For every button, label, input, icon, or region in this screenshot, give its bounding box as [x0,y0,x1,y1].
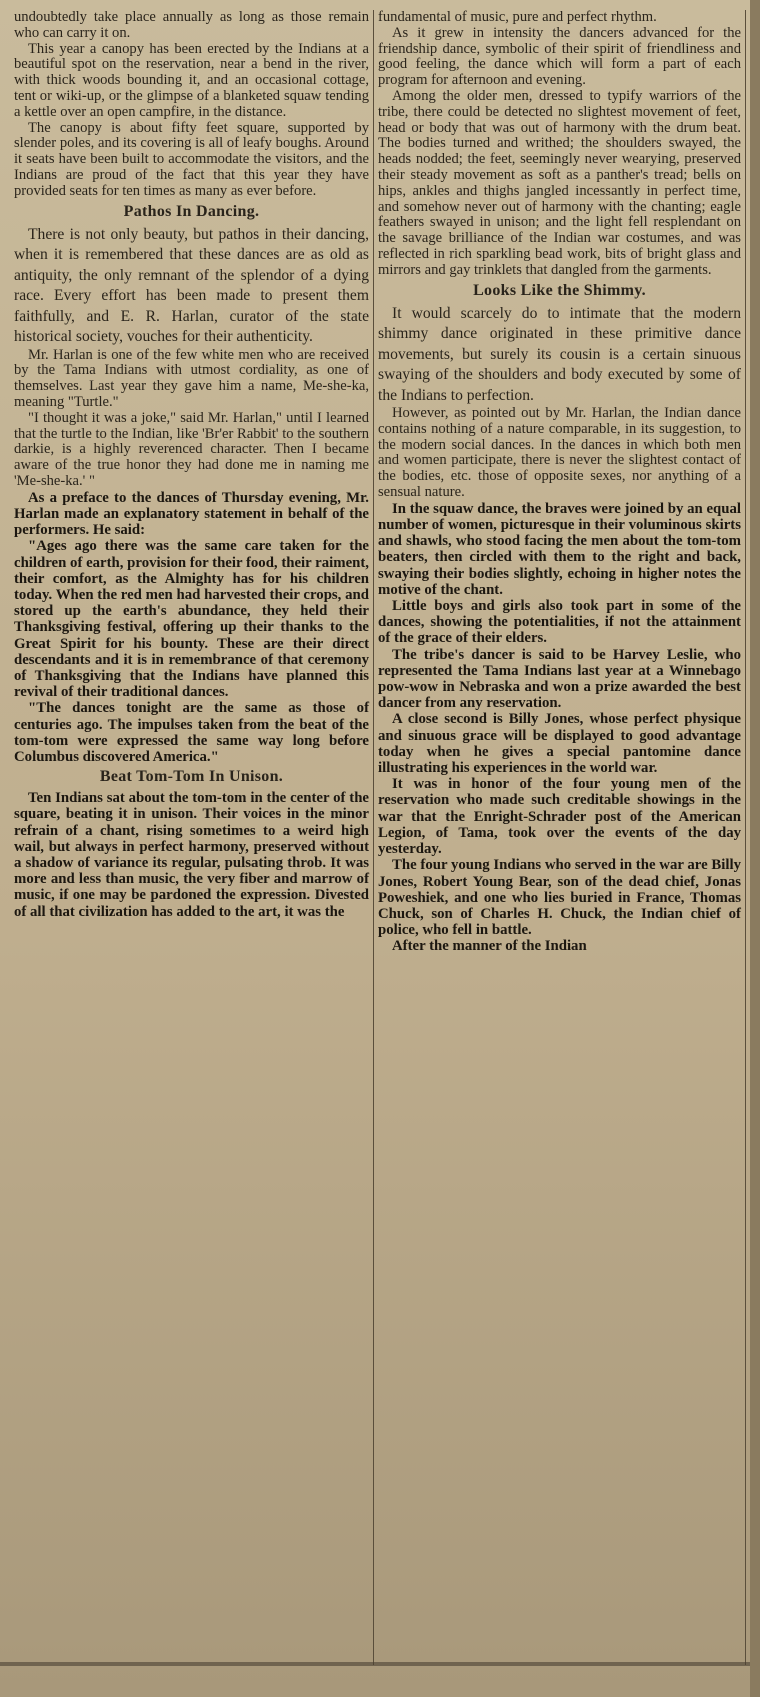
paragraph: undoubtedly take place annually as long as those remain who can carry it on. [14,9,369,41]
article-columns [10,10,746,1665]
paragraph: As a preface to the dances of Thursday evening, Mr. Harlan made an explanatory statement in behalf of the performers. He said: [14,489,369,539]
paragraph: This year a canopy has been erected by the Indians at a beautiful spot on the reservation, near a bend in the river, with thick woods bounding it, and an occasional cottage, tent or wiki-up, or the glimpse of a blanketed squaw tending a kettle over an open campfire, in the distance. [14,40,369,120]
paragraph: The canopy is about fifty feet square, supported by slender poles, and its covering is all of leafy boughs. Around it seats have been built to accommodate the visitors, and the Indians are proud of the fact that this year they have provided seats for ten times as many as ever before. [14,119,369,199]
paragraph: "Ages ago there was the same care taken for the children of earth, provision for their food, their raiment, their comfort, as the Almighty has for his children today. When the red men had harvested their crops, and stored up the earth's abundance, they held their Thanksgiving festival, offering up their thanks to the Great Spirit for his bounty. These are their direct descendants and it is in remembrance of that ceremony of Thanksgiving that the Indians have planned this revival of their traditional dances. [14,538,369,701]
paragraph: Among the older men, dressed to typify warriors of the tribe, there could be detected no slightest movement of feet, head or body that was out of harmony with the drum beat. The bodies turned and writhed; the shoulders swayed, the heads nodded; the feet, seemingly never wearying, preserved their steady movement as soft as a panther's tread; bells on hips, ankles and thighs jangled incessantly in perfect time, and somehow never out of harmony with the chanting; eagle feathers swayed in unison; and the light fell resplendant on the savage brilliance of the Indian war costumes, and was reflected in rich sparkling bead work, bits of bright glass and mirrors and gay trinklets that dangled from the garments. [378,87,741,278]
paragraph: fundamental of music, pure and perfect rhythm. [378,9,657,25]
right-column [374,10,746,1665]
paragraph: A close second is Billy Jones, whose perfect physique and sinuous grace will be displayed to good advantage today when he gives a special pantomine dance illustrating his experiences in the world war. [378,711,741,777]
paragraph: Mr. Harlan is one of the few white men who are received by the Tama Indians with utmost cordiality, as one of themselves. Last year they gave him a name, Me-she-ka, meaning "Turtle." [14,346,369,410]
paragraph: However, as pointed out by Mr. Harlan, the Indian dance contains nothing of a nature comparable, in its suggestion, to the modern social dances. In the dances in which both men and women participate, there is never the slightest contact of the bodies, etc. those of opposite sexes, nor anything of a sensual nature. [378,405,741,501]
left-column [10,10,374,1665]
paragraph: Ten Indians sat about the tom-tom in the center of the square, beating it in unison. Their voices in the minor refrain of a chant, rising sometimes to a weird high wail, but always in perfect harmony, preserved without a shadow of variance its regular, pulsating throb. It was more and less than music, the very fiber and marrow of music, if one may be pardoned the expression. Divested of all that civilization has added to the art, it was the [14,790,369,920]
paragraph: The tribe's dancer is said to be Harvey Leslie, who represented the Tama Indians last year at a Winnebago pow-wow in Nebraska and won a prize awarded the best dancer from any reservation. [378,646,741,712]
paragraph: As it grew in intensity the dancers advanced for the friendship dance, symbolic of their spirit of friendliness and good feeling, the dance which will form a part of each program for afternoon and evening. [378,24,741,89]
paragraph: There is not only beauty, but pathos in their dancing, when it is remembered that these dances are as old as antiquity, the only remnant of the splendor of a dying race. Every effort has been made to present them faithfully, and E. R. Harlan, curator of the state historical society, vouches for their authenticity. [14,225,369,346]
subheading-beat-tom-tom: Beat Tom-Tom In Unison. [99,768,284,786]
paragraph: It was in honor of the four young men of the reservation who made such creditable showings in the war that the Enright-Schrader post of the American Legion, of Tama, took over the events of the day yesterday. [378,776,741,858]
paragraph: In the squaw dance, the braves were joined by an equal number of women, picturesque in their voluminous skirts and shawls, who stood facing the men about the tom-tom beaters, then circled with them to the right and back, swaying their bodies slightly, echoing in higher notes the motive of the chant. [378,500,741,598]
paragraph: It would scarcely do to intimate that the modern shimmy dance originated in these primitive dance movements, but surely its cousin is a certain sinuous swaying of the shoulders and body executed by some of the Indians to perfection. [378,304,741,404]
paragraph: The four young Indians who served in the war are Billy Jones, Robert Young Bear, son of the dead chief, Jonas Poweshiek, and one who lies buried in France, Thomas Chuck, son of Charles H. Chuck, the Indian chief of police, who fell in battle. [378,857,741,939]
subheading-pathos: Pathos In Dancing. [123,202,260,220]
subheading-shimmy: Looks Like the Shimmy. [473,281,646,299]
bottom-rule [0,1662,760,1666]
paragraph: "I thought it was a joke," said Mr. Harlan," until I learned that the turtle to the Indian, like 'Br'er Rabbit' to the southern darkie, is a highly reverenced character. Then I became aware of the true honor they had done me in naming me 'Me-she-ka.' " [14,409,369,489]
paragraph: "The dances tonight are the same as those of centuries ago. The impulses taken from the beat of the tom-tom were expressed the same way long before Columbus discovered America." [14,700,369,765]
page-edge [750,0,760,1697]
paragraph: After the manner of the Indian [392,938,587,955]
paragraph: Little boys and girls also took part in some of the dances, showing the potentialities, if not the attainment of the grace of their elders. [378,598,741,647]
